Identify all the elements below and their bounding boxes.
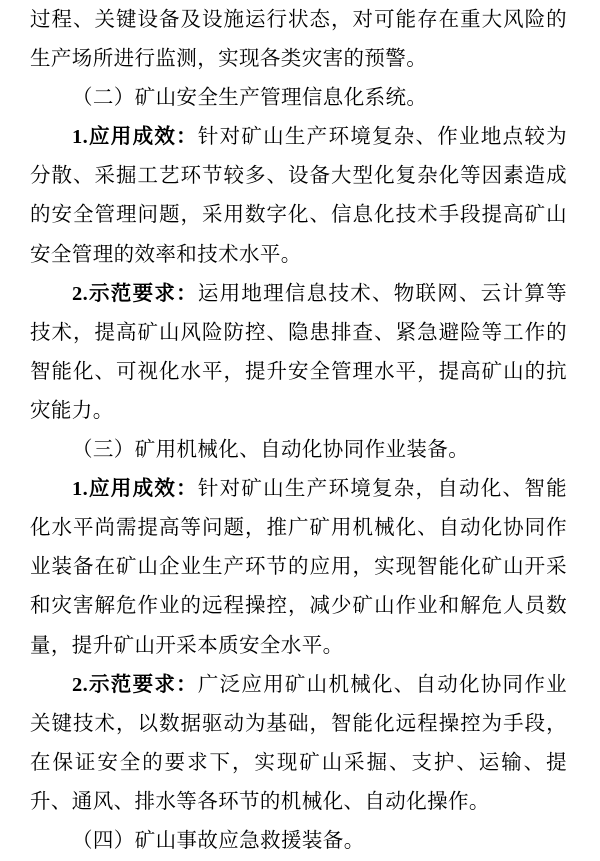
paragraph (30, 118, 567, 274)
paragraph (30, 470, 567, 665)
paragraph-bold-lead: 1.应用成效： (72, 126, 198, 149)
paragraph (30, 275, 567, 431)
paragraph (30, 666, 567, 822)
paragraph (30, 1, 567, 79)
section-heading (30, 431, 567, 470)
paragraph-text: 针对矿山生产环境复杂、作业地点较为分散、采掘工艺环节较多、设备大型化复杂化等因素造成的安全管理问题，采用数字化、信息化技术手段提高矿山安全管理的效率和技术水平。 (30, 126, 567, 266)
section-heading (30, 822, 567, 861)
paragraph-text: 运用地理信息技术、物联网、云计算等技术，提高矿山风险防控、隐患排查、紧急避险等工作的智能化、可视化水平，提升安全管理水平，提高矿山的抗灾能力。 (30, 282, 567, 422)
section-heading (30, 79, 567, 118)
section-heading-text: （三）矿用机械化、自动化协同作业装备。 (72, 439, 470, 462)
paragraph-bold-lead: 2.示范要求： (72, 282, 198, 305)
paragraph-text: 针对矿山生产环境复杂，自动化、智能化水平尚需提高等问题，推广矿用机械化、自动化协同作业装备在矿山企业生产环节的应用，实现智能化矿山开采和灾害解危作业的远程操控，减少矿山作业和解危人员数量，提升矿山开采本质安全水平。 (30, 478, 567, 657)
paragraph-text: 过程、关键设备及设施运行状态，对可能存在重大风险的生产场所进行监测，实现各类灾害的预警。 (30, 9, 567, 71)
section-heading-text: （二）矿山安全生产管理信息化系统。 (72, 87, 428, 110)
paragraph-bold-lead: 1.应用成效： (72, 478, 198, 501)
section-heading-text: （四）矿山事故应急救援装备。 (72, 829, 365, 852)
paragraph-text: 广泛应用矿山机械化、自动化协同作业关键技术，以数据驱动为基础，智能化远程操控为手段，在保证安全的要求下，实现矿山采掘、支护、运输、提升、通风、排水等各环节的机械化、自动化操作。 (30, 673, 567, 813)
paragraph-bold-lead: 2.示范要求： (72, 673, 198, 696)
